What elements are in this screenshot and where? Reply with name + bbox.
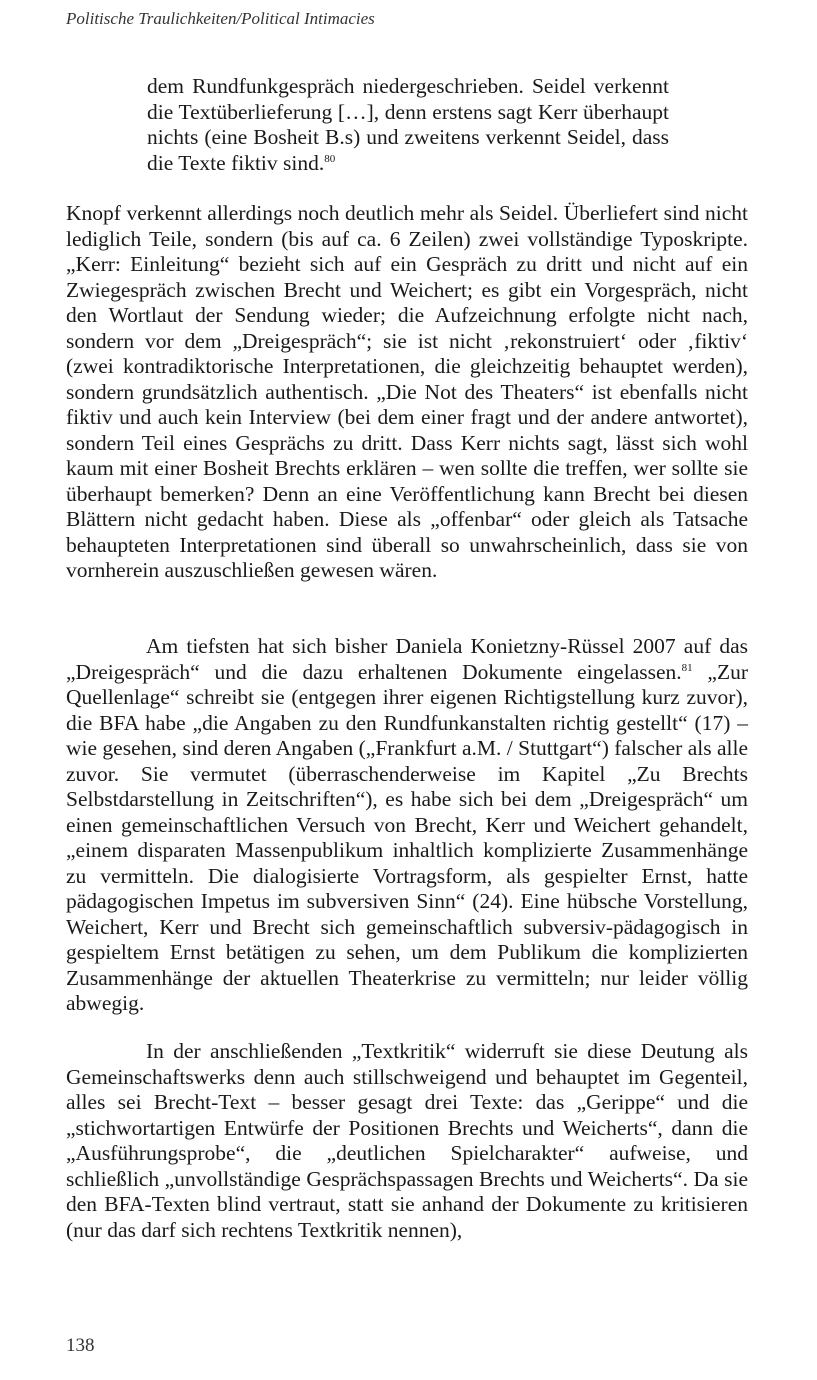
paragraph-textkritik: In der anschließenden „Textkritik“ widerruft sie diese Deutung als Gemeinschaftswerks denn auch stillschweigend und behauptet im Gegenteil, alles sei Brecht-Text – besser gesagt drei Texte: das „Gerippe“ und die „stichwortartigen Entwürfe der Positionen Brechts und Weicherts“, dann die „Ausführungsprobe“, die „deutlichen Spielcharakter“ aufweise, und schließlich „unvollständige Gesprächspassagen Brechts und Weicherts“. Da sie den BFA-Texten blind vertraut, statt sie anhand der Dokumente zu kritisieren (nur das darf sich rechtens Textkritik nennen), xyxy=(66,1039,748,1242)
paragraph-konietzny xyxy=(66,634,748,1017)
paragraph-knopf: Knopf verkennt allerdings noch deutlich mehr als Seidel. Überliefert sind nicht lediglich Teile, sondern (bis auf ca. 6 Zeilen) zwei vollständige Typoskripte. „Kerr: Einleitung“ bezieht sich auf ein Gespräch zu dritt und nicht auf ein Zwiegespräch zwischen Brecht und Weichert; es gibt ein Vorgespräch, nicht den Wortlaut der Sendung wieder; die Aufzeichnung erfolgte nicht nach, sondern vor dem „Dreigespräch“; sie ist nicht ‚rekonstruiert‘ oder ‚fiktiv‘ (zwei kontradiktorische Interpretationen, die gleichzeitig behauptet werden), sondern grundsätzlich authentisch. „Die Not des Theaters“ ist ebenfalls nicht fiktiv und auch kein Interview (bei dem einer fragt und der andere antwortet), sondern Teil eines Gesprächs zu dritt. Dass Kerr nichts sagt, lässt sich wohl kaum mit einer Bosheit Brechts erklären – wen sollte die treffen, wer sollte sie überhaupt bemerken? Denn an eine Veröffentlichung kann Brecht bei diesen Blättern nicht gedacht haben. Diese als „offenbar“ oder gleich als Tatsache behaupteten Interpretationen sind überall so unwahrscheinlich, dass sie von vornherein auszuschließen gewesen wären. xyxy=(66,201,748,582)
page-number: 138 xyxy=(66,1335,95,1356)
footnote-ref-80[interactable]: 80 xyxy=(324,152,336,165)
block-quote xyxy=(147,74,669,176)
quote-text: dem Rundfunkgespräch niedergeschrieben. Seidel verkennt die Textüberlieferung […], denn erstens sagt Kerr überhaupt nichts (eine Bosheit B.s) und zweitens verkennt Seidel, dass die Texte fiktiv sind. xyxy=(147,74,669,175)
footnote-ref-81[interactable]: 81 xyxy=(681,661,693,674)
running-header: Politische Traulichkeiten/Political Intimacies xyxy=(66,9,375,28)
paragraph-konietzny-text-a: Am tiefsten hat sich bisher Daniela Konietzny-Rüssel 2007 auf das „Dreigespräch“ und die dazu erhaltenen Dokumente eingelassen. xyxy=(66,634,748,684)
paragraph-konietzny-text-b: „Zur Quellenlage“ schreibt sie (entgegen ihrer eigenen Richtigstellung kurz zuvor), die BFA habe „die Angaben zu den Rundfunkanstalten richtig gestellt“ (17) – wie gesehen, sind deren Angaben („Frankfurt a.M. / Stuttgart“) falscher als alle zuvor. Sie vermutet (überraschenderweise im Kapitel „Zu Brechts Selbstdarstellung in Zeitschriften“), es habe sich bei dem „Dreigespräch“ um einen gemeinschaftlichen Versuch von Brecht, Kerr und Weichert gehandelt, „einem disparaten Massenpublikum inhaltlich komplizierte Zusammenhänge zu vermitteln. Die dialogisierte Vortragsform, als gespielter Ernst, hatte pädagogischen Impetus im subversiven Sinn“ (24). Eine hübsche Vorstellung, Weichert, Kerr und Brecht sich gemeinschaftlich subversiv-pädagogisch in gespieltem Ernst betätigen zu sehen, um dem Publikum die komplizierten Zusammenhänge der aktuellen Theaterkrise zu vermitteln; nur leider völlig abwegig. xyxy=(66,659,748,1015)
